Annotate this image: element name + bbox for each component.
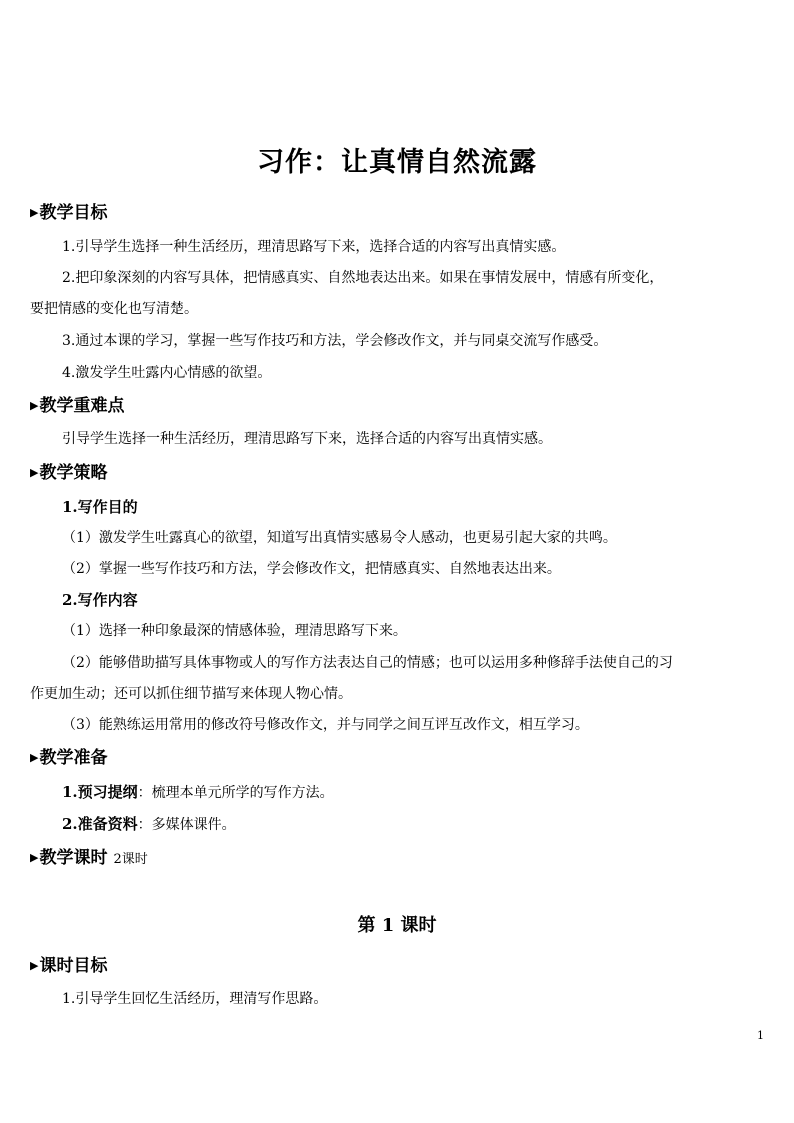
triangle-bullet-icon: ▶ — [30, 751, 39, 764]
goal-item-4: 4.激发学生吐露内心情感的欲望。 — [62, 365, 272, 381]
section-heading-class-hours: ▶教学课时 2课时 — [30, 848, 148, 868]
preparation-item-2: 2.准备资料：多媒体课件。 — [62, 815, 236, 833]
section-heading-key-points: ▶教学重难点 — [30, 396, 125, 416]
page-title: 习作：让真情自然流露 — [257, 147, 537, 178]
goal-item-1: 1.引导学生选择一种生活经历，理清思路写下来，选择合适的内容写出真情实感。 — [62, 239, 566, 255]
triangle-bullet-icon: ▶ — [30, 466, 39, 479]
content-item-2-line1: （2）能够借助描写具体事物或人的写作方法表达自己的情感；也可以运用多种修辞手法使自己的习 — [62, 655, 673, 671]
triangle-bullet-icon: ▶ — [30, 851, 39, 864]
lesson-title: 第 1 课时 — [357, 915, 437, 936]
triangle-bullet-icon: ▶ — [30, 399, 39, 412]
content-item-2-line2: 作更加生动；还可以抓住细节描写来体现人物心情。 — [30, 686, 352, 702]
purpose-item-2: （2）掌握一些写作技巧和方法，学会修改作文，把情感真实、自然地表达出来。 — [62, 561, 561, 577]
preparation-item-1: 1.预习提纲：梳理本单元所学的写作方法。 — [62, 783, 334, 801]
goal-item-3: 3.通过本课的学习，掌握一些写作技巧和方法，学会修改作文，并与同桌交流写作感受。 — [62, 333, 608, 349]
lesson-goal-item-1: 1.引导学生回忆生活经历，理清写作思路。 — [62, 991, 328, 1007]
key-point-text: 引导学生选择一种生活经历，理清思路写下来，选择合适的内容写出真情实感。 — [62, 431, 552, 447]
class-hours-value: 2课时 — [113, 852, 148, 867]
page-number: 1 — [757, 1029, 764, 1042]
triangle-bullet-icon: ▶ — [30, 206, 39, 219]
goal-item-2-line1: 2.把印象深刻的内容写具体，把情感真实、自然地表达出来。如果在事情发展中，情感有所变化， — [62, 270, 664, 286]
section-heading-preparation: ▶教学准备 — [30, 748, 108, 768]
triangle-bullet-icon: ▶ — [30, 959, 39, 972]
content-item-3: （3）能熟练运用常用的修改符号修改作文，并与同学之间互评互改作文，相互学习。 — [62, 717, 589, 733]
strategy-subheading-purpose: 1.写作目的 — [62, 498, 138, 516]
section-heading-teaching-goals: ▶教学目标 — [30, 203, 108, 223]
strategy-subheading-content: 2.写作内容 — [62, 591, 138, 609]
content-item-1: （1）选择一种印象最深的情感体验，理清思路写下来。 — [62, 623, 407, 639]
section-heading-strategy: ▶教学策略 — [30, 463, 108, 483]
purpose-item-1: （1）激发学生吐露真心的欲望，知道写出真情实感易令人感动，也更易引起大家的共鸣。 — [62, 530, 617, 546]
goal-item-2-line2: 要把情感的变化也写清楚。 — [30, 301, 198, 317]
section-heading-lesson-goals: ▶课时目标 — [30, 956, 108, 976]
